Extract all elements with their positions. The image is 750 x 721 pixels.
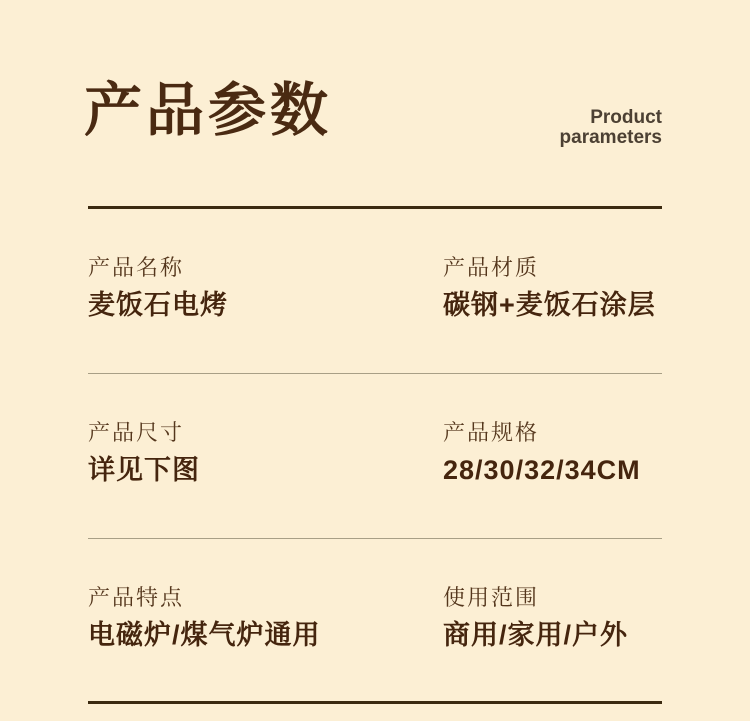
subtitle-line-1: Product xyxy=(590,107,662,128)
param-cell-material xyxy=(443,253,662,373)
page-title: 产品参数 xyxy=(84,78,333,143)
param-value: 电磁炉/煤气炉通用 xyxy=(88,620,321,650)
table-row xyxy=(88,374,662,539)
param-label: 产品尺寸 xyxy=(88,420,185,445)
param-label: 产品名称 xyxy=(88,255,185,280)
param-cell-usage xyxy=(443,583,662,701)
subtitle-line-2: parameters xyxy=(559,127,662,148)
param-value: 麦饭石电烤 xyxy=(88,290,228,320)
table-row xyxy=(88,209,662,374)
param-value: 碳钢+麦饭石涂层 xyxy=(443,290,656,320)
param-value: 28/30/32/34CM xyxy=(443,455,641,485)
param-label: 产品特点 xyxy=(88,585,185,610)
parameters-table xyxy=(88,206,662,704)
page-subtitle-en xyxy=(560,108,662,148)
param-value: 详见下图 xyxy=(88,455,200,485)
param-cell-feature xyxy=(88,583,443,701)
param-cell-size xyxy=(88,418,443,538)
table-row xyxy=(88,539,662,704)
param-label: 使用范围 xyxy=(443,585,540,610)
param-label: 产品规格 xyxy=(443,420,540,445)
param-label: 产品材质 xyxy=(443,255,540,280)
param-value: 商用/家用/户外 xyxy=(443,620,629,650)
param-cell-spec xyxy=(443,418,662,538)
param-cell-name xyxy=(88,253,443,373)
